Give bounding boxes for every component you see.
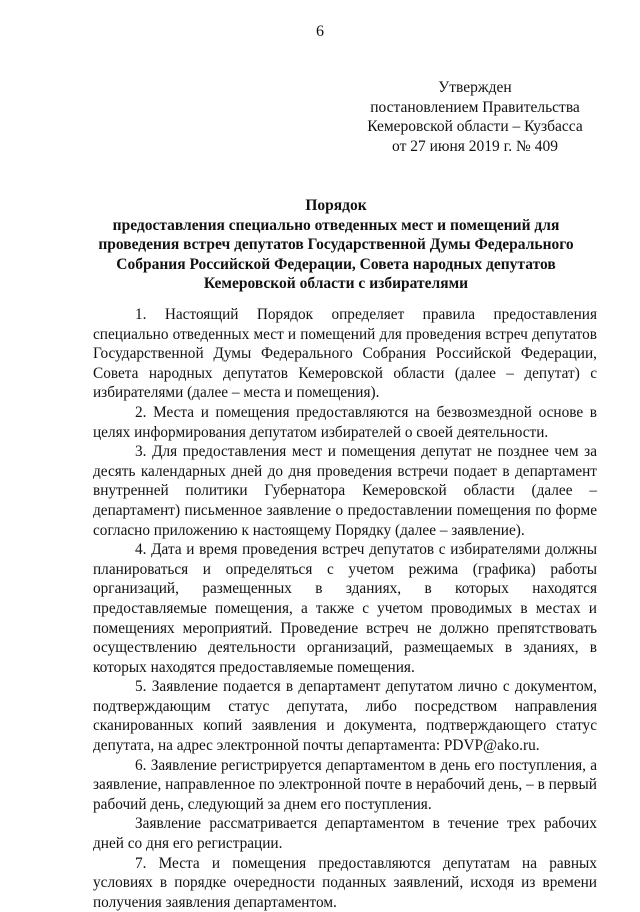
- paragraph-5: 5. Заявление подается в департамент депутатом лично с документом, подтверждающим статус депутата, либо посредством направления сканированных копий заявления и документа, подтверждающего статус депутата, на адрес электронной почты департамента: PDVP@ako.ru.: [93, 678, 597, 755]
- page-number: 6: [316, 23, 324, 40]
- approval-line: Кемеровской области – Кузбасса: [367, 118, 583, 135]
- title-line: предоставления специально отведенных мест и помещений для: [112, 216, 560, 234]
- approval-line: от 27 июня 2019 г. № 409: [392, 137, 558, 155]
- paragraph-6: 6. Заявление регистрируется департаментом в день его поступления, а заявление, направленное по электронной почте в нерабочий день, – в первый рабочий день, следующий за днем его поступления.: [93, 756, 597, 813]
- title-line: проведения встреч депутатов Государственной Думы Федерального: [98, 236, 574, 253]
- title-line: Кемеровской области с избирателями: [203, 275, 469, 292]
- approval-line: постановлением Правительства: [370, 98, 580, 116]
- approval-line: Утвержден: [438, 79, 512, 96]
- approval-stamp: [350, 78, 600, 156]
- paragraph-1: 1. Настоящий Порядок определяет правила предоставления специально отведенных мест и помещений для проведения встреч депутатов Государственной Думы Федерального Собрания Российской Федерации, Совета народных депутатов Кемеровской области (далее – депутат) с избирателями (далее – места и помещения).: [93, 306, 597, 402]
- title-line: Порядок: [305, 197, 367, 214]
- paragraph-6-continued: Заявление рассматривается департаментом в течение трех рабочих дней со дня его регистрации.: [93, 815, 597, 853]
- document-body: [93, 305, 597, 912]
- title-line: Собрания Российской Федерации, Совета народных депутатов: [116, 255, 556, 273]
- paragraph-3: 3. Для предоставления мест и помещения депутат не позднее чем за десять календарных дней до дня проведения встречи подает в департамент внутренней политики Губернатора Кемеровской области (далее – департамент) письменное заявление о предоставлении помещения по форме согласно приложению к настоящему Порядку (далее – заявление).: [93, 443, 597, 539]
- document-title: [86, 196, 586, 294]
- paragraph-7: 7. Места и помещения предоставляются депутатам на равных условиях в порядке очередности поданных заявлений, исходя из времени получения заявления департаментом.: [93, 854, 597, 911]
- paragraph-2: 2. Места и помещения предоставляются на безвозмездной основе в целях информирования депутатом избирателей о своей деятельности.: [93, 403, 597, 441]
- paragraph-4: 4. Дата и время проведения встреч депутатов с избирателями должны планироваться и определяться с учетом режима (графика) работы организаций, размещенных в зданиях, в которых находятся предоставляемые помещения, а также с учетом проводимых в местах и помещениях мероприятий. Проведение встреч не должно препятствовать осуществлению деятельности организаций, размещаемых в зданиях, в которых находятся предоставляемые помещения.: [93, 541, 597, 676]
